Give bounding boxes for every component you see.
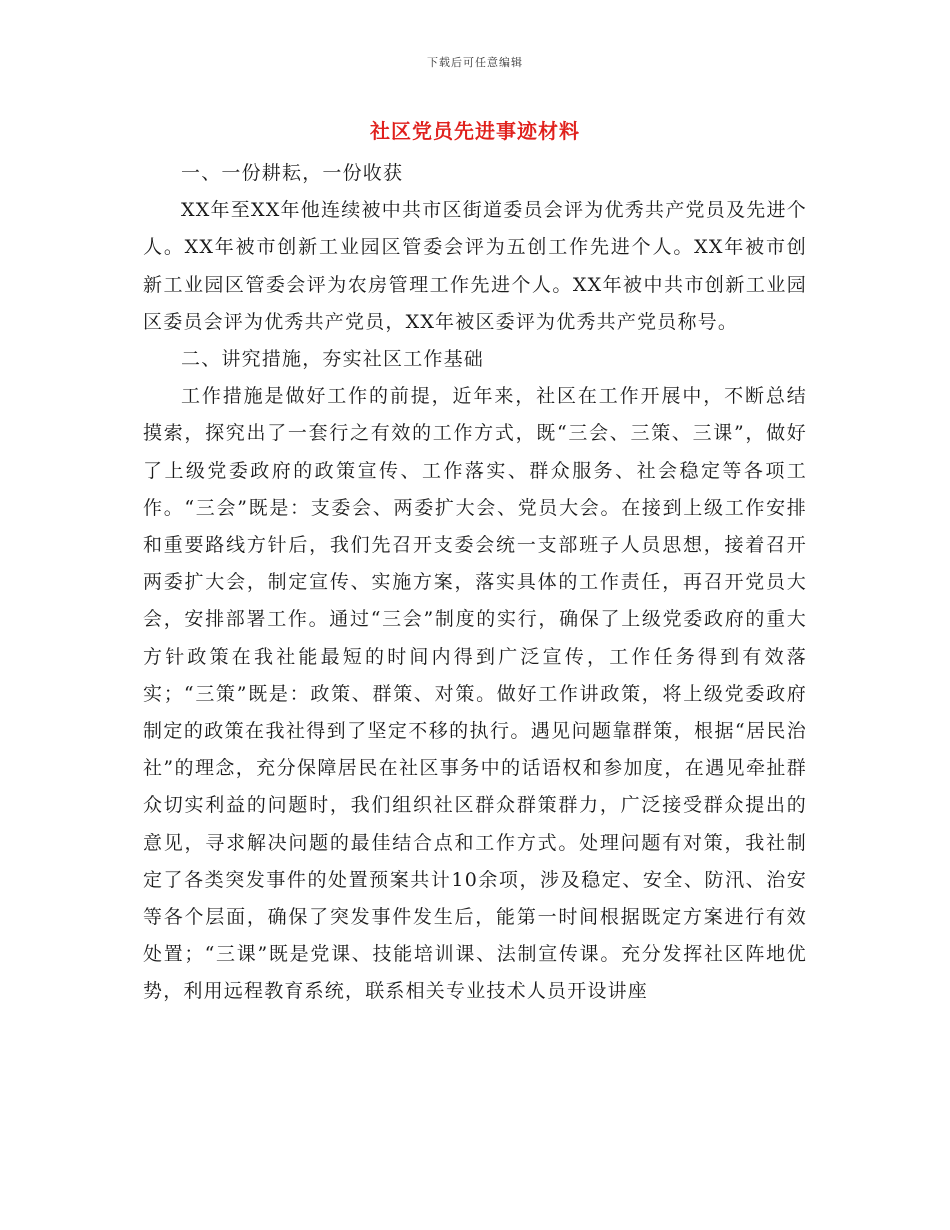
body-paragraph: 工作措施是做好工作的前提，近年来，社区在工作开展中，不断总结摸索，探究出了一套行之有效的工作方式，既“三会、三策、三课”，做好了上级党委政府的政策宣传、工作落实、群众服务、社会稳定等各项工作。“三会”既是：支委会、两委扩大会、党员大会。在接到上级工作安排和重要路线方针后，我们先召开支委会统一支部班子人员思想，接着召开两委扩大会，制定宣传、实施方案，落实具体的工作责任，再召开党员大会，安排部署工作。通过“三会”制度的实行，确保了上级党委政府的重大方针政策在我社能最短的时间内得到广泛宣传，工作任务得到有效落实；“三策”既是：政策、群策、对策。做好工作讲政策，将上级党委政府制定的政策在我社得到了坚定不移的执行。遇见问题靠群策，根据“居民治社”的理念，充分保障居民在社区事务中的话语权和参加度，在遇见牵扯群众切实利益的问题时，我们组织社区群众群策群力，广泛接受群众提出的意见，寻求解决问题的最佳结合点和工作方式。处理问题有对策，我社制定了各类突发事件的处置预案共计10余项，涉及稳定、安全、防汛、治安等各个层面，确保了突发事件发生后，能第一时间根据既定方案进行有效处置；“三课”既是党课、技能培训课、法制宣传课。充分发挥社区阵地优势，利用远程教育系统，联系相关专业技术人员开设讲座 <box>143 385 807 1003</box>
document-title: 社区党员先进事迹材料 <box>370 119 580 143</box>
section-heading: 二、讲究措施，夯实社区工作基础 <box>181 348 485 371</box>
section-heading: 一、一份耕耘，一份收获 <box>181 162 404 184</box>
document-body <box>143 155 807 1011</box>
body-paragraph: XX年至XX年他连续被中共市区街道委员会评为优秀共产党员及先进个人。XX年被市创新工业园区管委会评为五创工作先进个人。XX年被市创新工业园区管委会评为农房管理工作先进个人。XX年被中共市创新工业园区委员会评为优秀共产党员，XX年被区委评为优秀共产党员称号。 <box>143 199 807 333</box>
header-note: 下载后可任意编辑 <box>427 56 523 69</box>
